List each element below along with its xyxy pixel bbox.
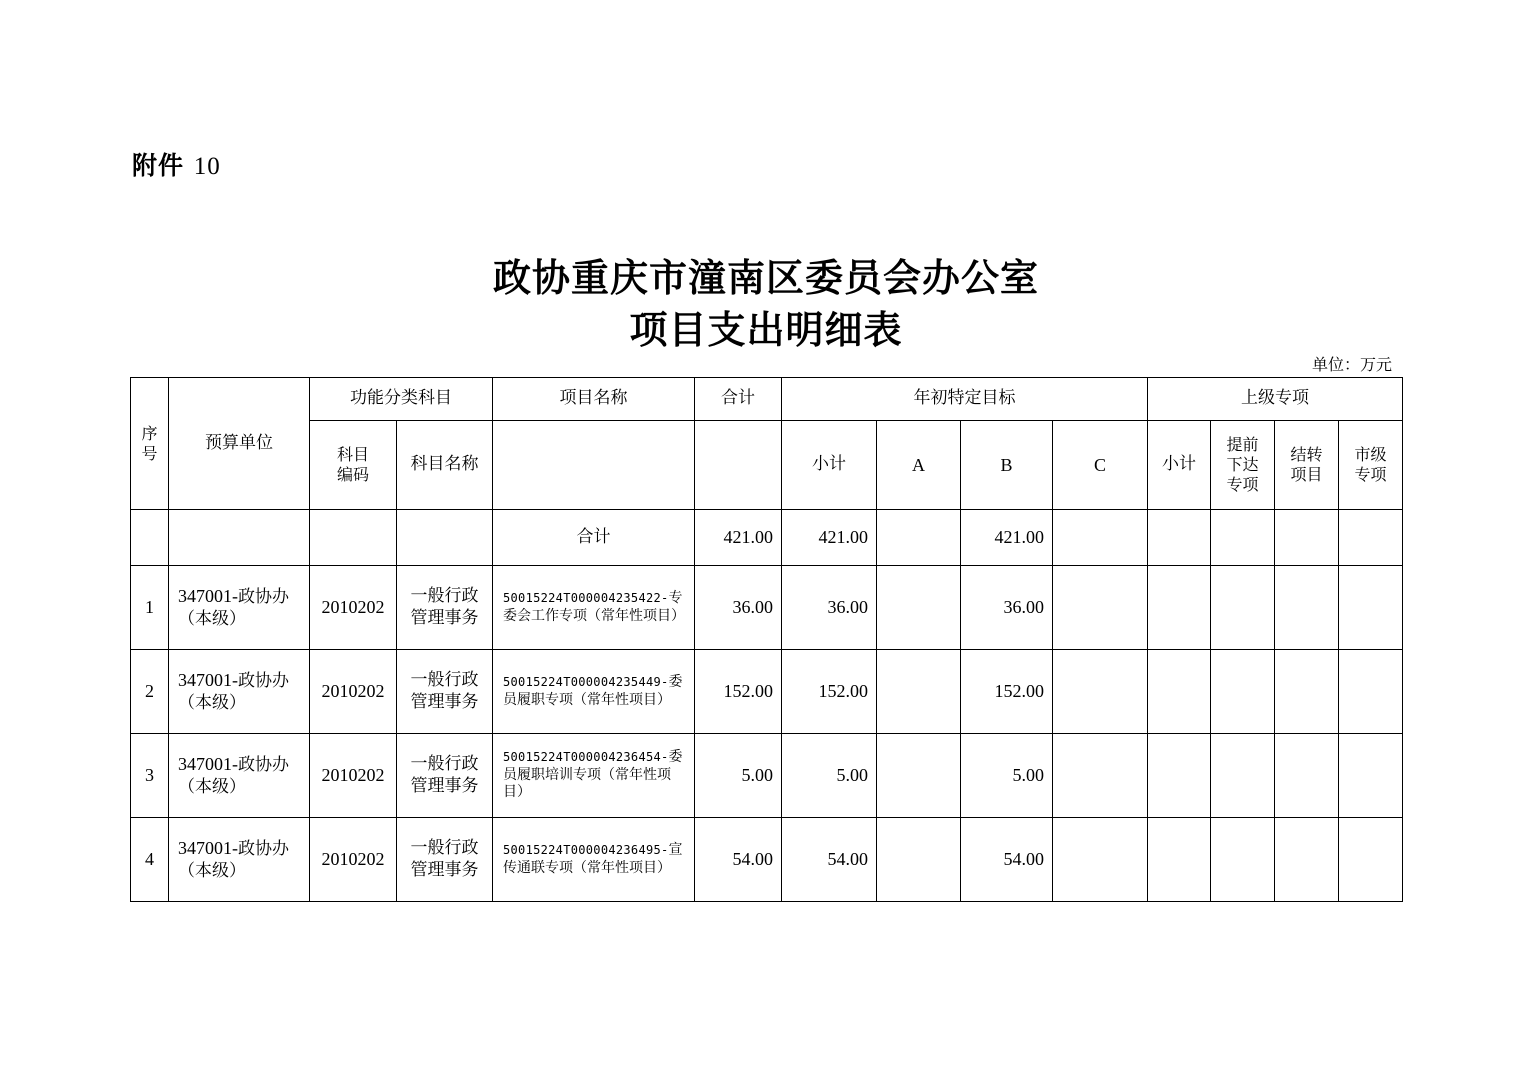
row-advance xyxy=(1211,566,1275,650)
row-budget-unit xyxy=(169,734,310,818)
row-subject-name xyxy=(397,818,493,902)
header-carryover xyxy=(1275,421,1339,510)
row-budget-unit xyxy=(169,566,310,650)
row-project-name: 宣传通联专项（常年性项目） xyxy=(503,842,683,876)
row-advance xyxy=(1211,818,1275,902)
row-b: 36.00 xyxy=(961,566,1053,650)
row-project xyxy=(493,734,695,818)
header-superior: 上级专项 xyxy=(1148,378,1403,421)
row-total: 5.00 xyxy=(695,734,782,818)
header-subject-name: 科目名称 xyxy=(397,421,493,510)
row-c xyxy=(1053,566,1148,650)
row-unit-code: 347001- xyxy=(178,754,238,775)
row-project xyxy=(493,818,695,902)
total-cell-empty xyxy=(131,510,169,566)
row-b: 54.00 xyxy=(961,818,1053,902)
total-carryover xyxy=(1275,510,1339,566)
row-total: 54.00 xyxy=(695,818,782,902)
row-subtotal: 36.00 xyxy=(782,566,877,650)
row-subtotal: 5.00 xyxy=(782,734,877,818)
row-carryover xyxy=(1275,734,1339,818)
header-subtotal: 小计 xyxy=(782,421,877,510)
row-c xyxy=(1053,734,1148,818)
header-total: 合计 xyxy=(695,378,782,421)
row-carryover xyxy=(1275,818,1339,902)
header-seq-text: 序号 xyxy=(141,423,158,463)
total-b: 421.00 xyxy=(961,510,1053,566)
row-subject-name-text: 一般行政管理事务 xyxy=(410,670,479,712)
row-unit-code: 347001- xyxy=(178,586,238,607)
row-unit-note: （本级） xyxy=(178,776,246,797)
row-sup-subtotal xyxy=(1148,650,1211,734)
attachment-label xyxy=(132,146,221,182)
header-subject-code xyxy=(310,421,397,510)
row-unit-name: 政协办 xyxy=(238,839,289,860)
total-sup-subtotal xyxy=(1148,510,1211,566)
header-c: C xyxy=(1053,421,1148,510)
row-seq: 1 xyxy=(131,566,169,650)
header-project-name-blank xyxy=(493,421,695,510)
row-subject-code: 2010202 xyxy=(310,734,397,818)
row-advance xyxy=(1211,734,1275,818)
row-unit-name: 政协办 xyxy=(238,587,289,608)
row-c xyxy=(1053,650,1148,734)
row-subject-name-text: 一般行政管理事务 xyxy=(410,754,479,796)
row-project-name: 委员履职培训专项（常年性项目） xyxy=(503,749,683,801)
header-a: A xyxy=(877,421,961,510)
row-c xyxy=(1053,818,1148,902)
row-project-name: 委员履职专项（常年性项目） xyxy=(503,674,683,708)
row-subject-code: 2010202 xyxy=(310,566,397,650)
row-total: 36.00 xyxy=(695,566,782,650)
header-subject-code-text: 科目编码 xyxy=(337,445,370,484)
row-project-code: 50015224T000004235422- xyxy=(503,591,669,605)
total-subtotal: 421.00 xyxy=(782,510,877,566)
header-budget-unit: 预算单位 xyxy=(169,378,310,510)
attachment-number: 10 xyxy=(193,153,221,180)
row-seq: 3 xyxy=(131,734,169,818)
total-amount: 421.00 xyxy=(695,510,782,566)
header-seq xyxy=(131,378,169,510)
row-project-code: 50015224T000004236495- xyxy=(503,843,669,857)
unit-label: 单位：万元 xyxy=(1311,355,1392,374)
row-b: 152.00 xyxy=(961,650,1053,734)
row-a xyxy=(877,566,961,650)
row-subject-name-text: 一般行政管理事务 xyxy=(410,838,479,880)
row-project-code: 50015224T000004235449- xyxy=(503,675,669,689)
table-row xyxy=(131,566,1403,650)
total-advance xyxy=(1211,510,1275,566)
row-subject-name xyxy=(397,650,493,734)
document-title-line2: 项目支出明细表 xyxy=(629,307,903,352)
row-advance xyxy=(1211,650,1275,734)
row-project-name: 专委会工作专项（常年性项目） xyxy=(503,590,685,624)
total-label: 合计 xyxy=(493,510,695,566)
header-carryover-text: 结转项目 xyxy=(1290,445,1323,484)
row-project xyxy=(493,566,695,650)
row-subject-name xyxy=(397,566,493,650)
total-cell-empty xyxy=(310,510,397,566)
row-project-code: 50015224T000004236454- xyxy=(503,750,669,765)
row-sup-subtotal xyxy=(1148,818,1211,902)
header-advance xyxy=(1211,421,1275,510)
row-budget-unit xyxy=(169,818,310,902)
row-subject-name xyxy=(397,734,493,818)
header-func-category: 功能分类科目 xyxy=(310,378,493,421)
total-city xyxy=(1339,510,1403,566)
row-unit-name: 政协办 xyxy=(238,755,289,776)
total-row xyxy=(131,510,1403,566)
row-subject-name-text: 一般行政管理事务 xyxy=(410,586,479,628)
row-unit-note: （本级） xyxy=(178,860,246,881)
row-city xyxy=(1339,734,1403,818)
row-subtotal: 54.00 xyxy=(782,818,877,902)
total-cell-empty xyxy=(397,510,493,566)
table-row xyxy=(131,650,1403,734)
row-sup-subtotal xyxy=(1148,734,1211,818)
row-city xyxy=(1339,566,1403,650)
header-b: B xyxy=(961,421,1053,510)
table-row xyxy=(131,818,1403,902)
row-budget-unit xyxy=(169,650,310,734)
header-total-blank xyxy=(695,421,782,510)
header-row-1 xyxy=(131,378,1403,421)
row-city xyxy=(1339,818,1403,902)
header-project-name: 项目名称 xyxy=(493,378,695,421)
row-carryover xyxy=(1275,566,1339,650)
row-total: 152.00 xyxy=(695,650,782,734)
row-carryover xyxy=(1275,650,1339,734)
row-city xyxy=(1339,650,1403,734)
header-city xyxy=(1339,421,1403,510)
total-a xyxy=(877,510,961,566)
header-annual-target: 年初特定目标 xyxy=(782,378,1148,421)
row-unit-note: （本级） xyxy=(178,692,246,713)
header-advance-text: 提前下达专项 xyxy=(1226,435,1259,494)
header-row-2 xyxy=(131,421,1403,510)
row-unit-note: （本级） xyxy=(178,608,246,629)
row-unit-code: 347001- xyxy=(178,838,238,859)
total-c xyxy=(1053,510,1148,566)
row-b: 5.00 xyxy=(961,734,1053,818)
table-row xyxy=(131,734,1403,818)
document-title-line1: 政协重庆市潼南区委员会办公室 xyxy=(492,255,1039,300)
row-unit-code: 347001- xyxy=(178,670,238,691)
row-a xyxy=(877,818,961,902)
row-seq: 4 xyxy=(131,818,169,902)
header-city-text: 市级专项 xyxy=(1354,445,1387,484)
row-seq: 2 xyxy=(131,650,169,734)
row-sup-subtotal xyxy=(1148,566,1211,650)
row-subject-code: 2010202 xyxy=(310,818,397,902)
row-a xyxy=(877,734,961,818)
row-project xyxy=(493,650,695,734)
total-cell-empty xyxy=(169,510,310,566)
row-subject-code: 2010202 xyxy=(310,650,397,734)
row-unit-name: 政协办 xyxy=(238,671,289,692)
row-subtotal: 152.00 xyxy=(782,650,877,734)
attachment-text: 附件 xyxy=(132,151,185,180)
header-sup-subtotal: 小计 xyxy=(1148,421,1211,510)
row-a xyxy=(877,650,961,734)
project-expenditure-table xyxy=(130,377,1403,902)
